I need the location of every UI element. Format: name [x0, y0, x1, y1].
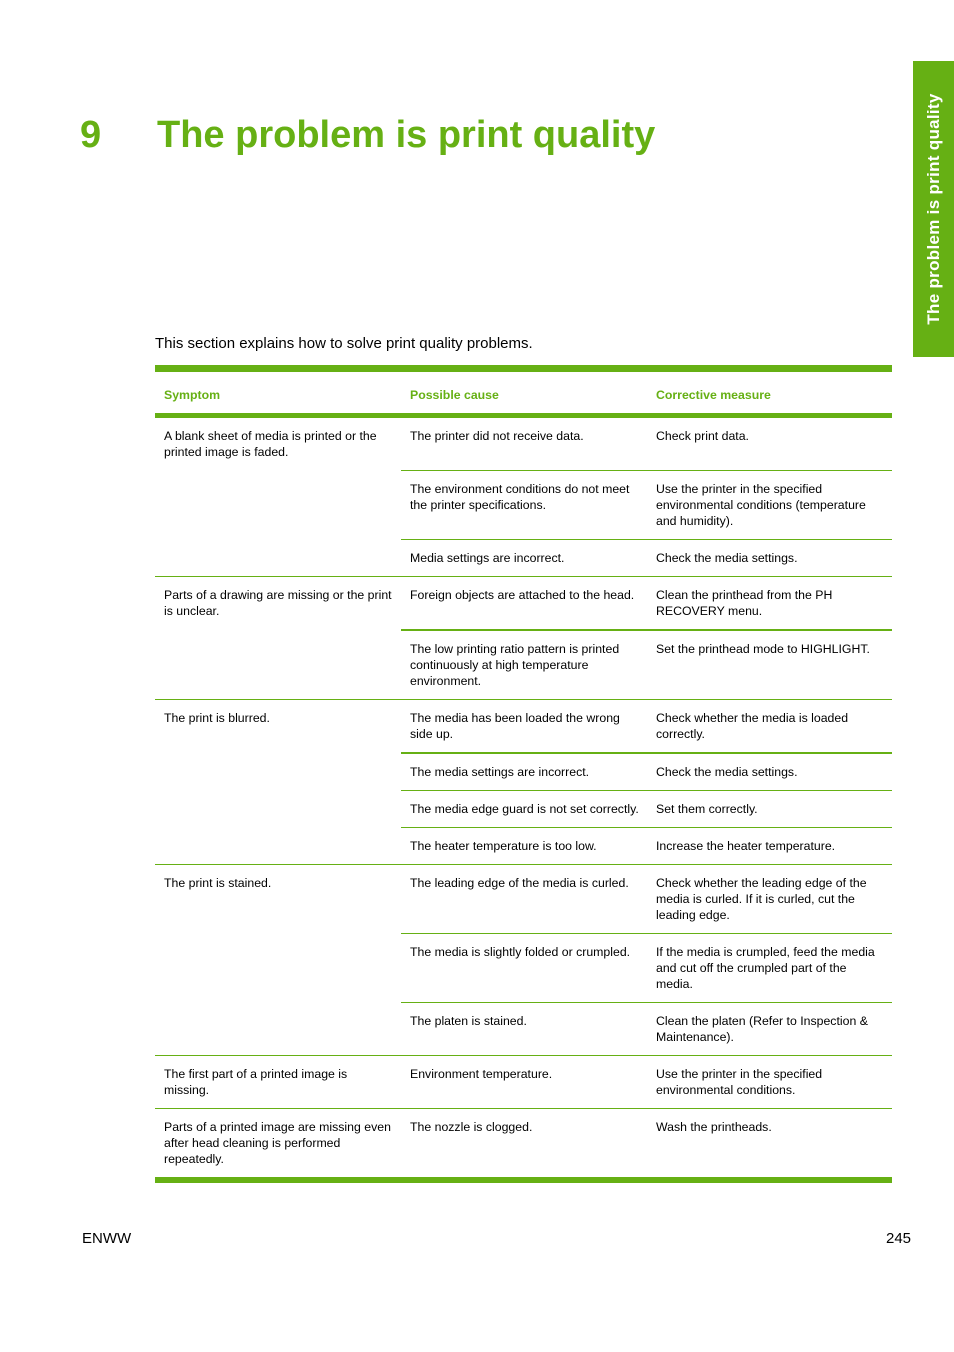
table-row [155, 630, 892, 700]
cause-cell: The platen is stained. [401, 1002, 647, 1055]
symptom-cell [155, 470, 401, 539]
symptom-cell: Parts of a drawing are missing or the print is unclear. [155, 576, 401, 630]
table-row [155, 1002, 892, 1055]
table-row [155, 699, 892, 753]
measure-cell: Check print data. [656, 429, 749, 443]
intro-text: This section explains how to solve print quality problems. [155, 335, 533, 352]
measure-cell: If the media is crumpled, feed the media and cut off the crumpled part of the media. [647, 933, 892, 1002]
cause-cell: The environment conditions do not meet the printer specifications. [401, 470, 647, 539]
symptom-cell [155, 630, 401, 700]
table-header-row [155, 369, 892, 416]
page-number: 245 [886, 1230, 912, 1247]
table-row [155, 576, 892, 630]
side-tab-label: The problem is print quality [923, 93, 943, 325]
header-corrective-measure: Corrective measure [647, 369, 892, 416]
measure-cell: Increase the heater temperature. [647, 827, 892, 864]
table-row [155, 470, 892, 539]
measure-cell: Check whether the media is loaded correctly. [647, 699, 892, 753]
troubleshooting-table [155, 365, 892, 1183]
header-possible-cause: Possible cause [401, 369, 647, 416]
symptom-cell: The first part of a printed image is missing. [155, 1055, 401, 1108]
measure-cell: Set them correctly. [647, 790, 892, 827]
table-bottom-rule [155, 1177, 892, 1183]
footer-label: ENWW [82, 1230, 132, 1247]
cause-cell: Foreign objects are attached to the head. [401, 576, 647, 630]
measure-cell: Use the printer in the specified environmental conditions. [647, 1055, 892, 1108]
measure-cell: Clean the printhead from the PH RECOVERY menu. [647, 576, 892, 630]
chapter-side-tab [913, 61, 954, 357]
table-row [155, 416, 892, 471]
symptom-cell: The print is blurred. [155, 699, 401, 753]
symptom-cell: A blank sheet of media is printed or the printed image is faded. [164, 429, 377, 459]
cause-cell: The leading edge of the media is curled. [401, 864, 647, 933]
table-row [155, 1108, 892, 1177]
table-row [155, 864, 892, 933]
table-row [155, 539, 892, 576]
cause-cell: The nozzle is clogged. [401, 1108, 647, 1177]
measure-cell: Set the printhead mode to HIGHLIGHT. [647, 630, 892, 700]
measure-cell: Check whether the leading edge of the media is curled. If it is curled, cut the leading edge. [647, 864, 892, 933]
chapter-title: The problem is print quality [157, 114, 656, 156]
table-row [155, 790, 892, 827]
cause-cell: The media settings are incorrect. [401, 753, 647, 791]
cause-cell: The media has been loaded the wrong side up. [401, 699, 647, 753]
cause-cell: Media settings are incorrect. [401, 539, 647, 576]
cause-cell: The media edge guard is not set correctly. [401, 790, 647, 827]
table-row [155, 933, 892, 1002]
cause-cell: The low printing ratio pattern is printed continuously at high temperature environment. [401, 630, 647, 700]
table-row [155, 1055, 892, 1108]
table-row [155, 753, 892, 791]
measure-cell: Wash the printheads. [647, 1108, 892, 1177]
symptom-cell [155, 790, 401, 827]
symptom-cell: Parts of a printed image are missing even after head cleaning is performed repeatedly. [155, 1108, 401, 1177]
table-row [155, 827, 892, 864]
symptom-cell [155, 1002, 401, 1055]
symptom-cell [155, 539, 401, 576]
chapter-number: 9 [80, 114, 102, 156]
symptom-cell: The print is stained. [155, 864, 401, 933]
symptom-cell [155, 827, 401, 864]
measure-cell: Use the printer in the specified environmental conditions (temperature and humidity). [647, 470, 892, 539]
measure-cell: Check the media settings. [647, 753, 892, 791]
measure-cell: Check the media settings. [647, 539, 892, 576]
cause-cell: The media is slightly folded or crumpled. [401, 933, 647, 1002]
cause-cell: The heater temperature is too low. [401, 827, 647, 864]
cause-cell: Environment temperature. [401, 1055, 647, 1108]
cause-cell: The printer did not receive data. [410, 429, 584, 443]
measure-cell: Clean the platen (Refer to Inspection & Maintenance). [647, 1002, 892, 1055]
symptom-cell [155, 753, 401, 791]
header-symptom: Symptom [155, 369, 401, 416]
symptom-cell [155, 933, 401, 1002]
